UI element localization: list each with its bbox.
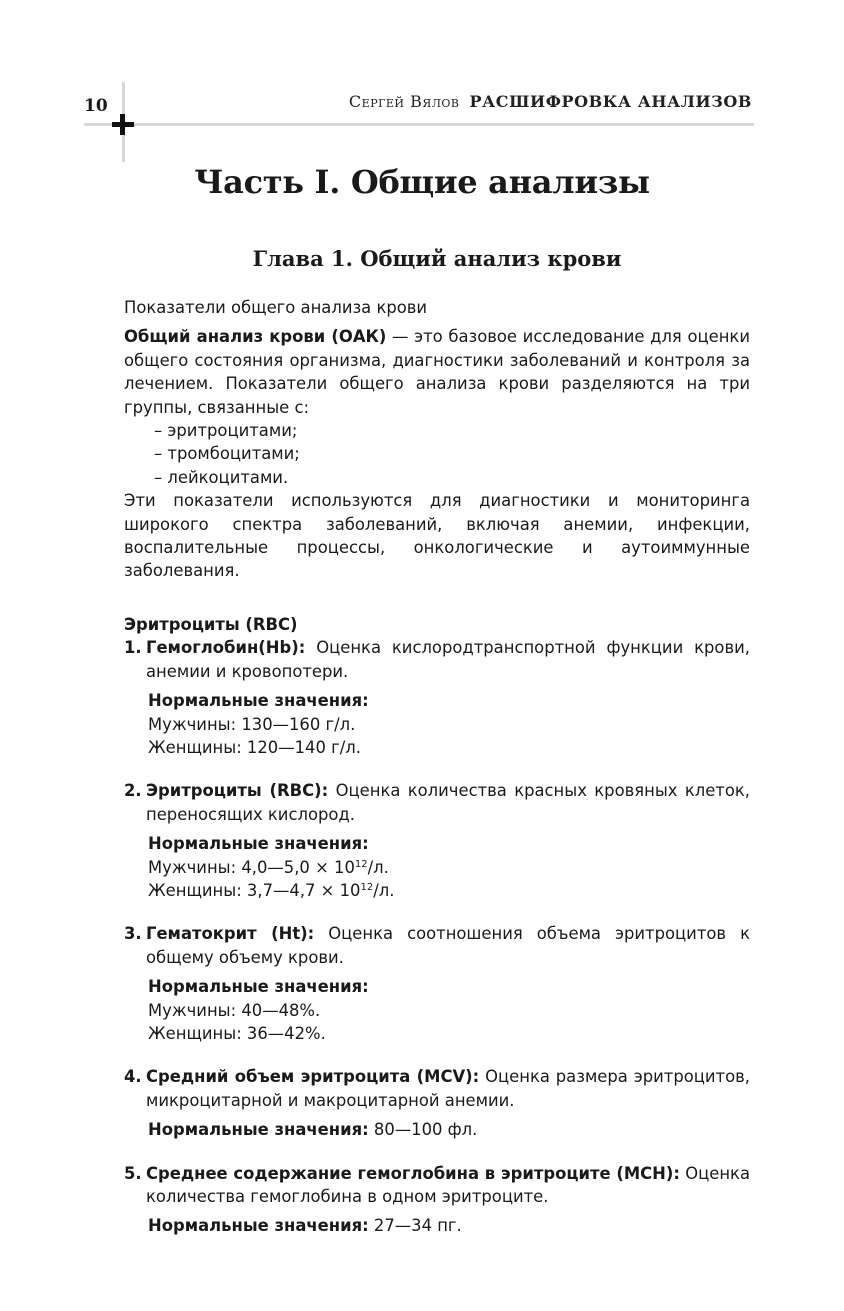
normal-label: Нормальные значения: <box>148 1120 369 1140</box>
item-term: Эритроциты (RBC): <box>146 781 329 801</box>
normal-values <box>124 1214 750 1237</box>
header-horizontal-rule <box>84 123 754 126</box>
item-desc: Оценка соотношения объема эритроцитов к общему объему крови. <box>146 924 750 967</box>
item-description <box>146 636 750 683</box>
exponent: 12 <box>354 858 368 870</box>
list-item <box>124 1162 750 1209</box>
intro-paragraph <box>124 325 750 419</box>
normal-men: Мужчины: 130—160 г/л. <box>148 714 356 734</box>
normal-men: Мужчины: 4,0—5,0 × $10^{12}/л$. <box>148 857 389 877</box>
group-item: – тромбоцитами; <box>154 444 300 464</box>
item-description <box>146 779 750 826</box>
item-number: 2. <box>124 781 142 801</box>
item-number: 5. <box>124 1163 142 1183</box>
normal-women: Женщины: 120—140 г/л. <box>148 737 361 757</box>
normal-values <box>124 1118 750 1141</box>
part-title: Часть I. Общие анализы <box>194 163 650 201</box>
item-description <box>146 1065 750 1112</box>
section-heading: Эритроциты (RBC) <box>124 614 298 634</box>
group-item: – эритроцитами; <box>154 421 298 441</box>
item-description <box>146 922 750 969</box>
running-head <box>349 92 752 111</box>
item-term: Гематокрит (Ht): <box>146 924 315 944</box>
item-term: Гемоглобин(Hb): <box>146 638 306 658</box>
normal-label: Нормальные значения: <box>148 977 369 997</box>
intro-lead-term: Общий анализ крови (ОАК) <box>124 327 387 347</box>
list-item <box>124 1065 750 1112</box>
intro-summary: Эти показатели используются для диагностики и мониторинга широкого спектра заболеваний, включая анемии, инфекции, воспалительные процессы, онкологические и аутоиммунные заболевания. <box>124 491 750 581</box>
intro-lead-text: — это базовое исследование для оценки общего состояния организма, диагностики заболеваний и контроля за лечением. Показатели общего анализа крови разделяются на три группы, связанные с: <box>124 327 750 417</box>
item-desc: Оценка количества гемоглобина в одном эритроците. <box>146 1163 750 1206</box>
list-item <box>124 922 750 969</box>
list-item <box>124 779 750 826</box>
item-term: Средний объем эритроцита (MCV): <box>146 1067 480 1087</box>
list-item <box>124 636 750 683</box>
item-desc: Оценка кислородтранспортной функции крови, анемии и кровопотери. <box>146 638 750 681</box>
item-description <box>146 1162 750 1209</box>
running-head-author: Сергей Вялов <box>348 92 460 111</box>
item-term: Среднее содержание гемоглобина в эритроците (MCH): <box>146 1163 680 1183</box>
page-number: 10 <box>84 96 108 116</box>
normal-label: Нормальные значения: <box>148 834 369 854</box>
exponent: 12 <box>360 881 374 893</box>
normal-men: Мужчины: 40—48%. <box>148 1000 321 1020</box>
chapter-title: Глава 1. Общий анализ крови <box>252 246 622 271</box>
normal-label: Нормальные значения: <box>148 1216 369 1236</box>
item-desc: Оценка количества красных кровяных клеток, переносящих кислород. <box>146 781 750 824</box>
item-number: 1. <box>124 638 142 658</box>
group-item: – лейкоцитами. <box>154 467 289 487</box>
normal-label: Нормальные значения: <box>148 691 369 711</box>
item-number: 3. <box>124 924 142 944</box>
normal-women: Женщины: 3,7—4,7 × $10^{12}/л$. <box>148 880 395 900</box>
running-head-title: РАСШИФРОВКА АНАЛИЗОВ <box>469 92 752 111</box>
intro-subtitle: Показатели общего анализа крови <box>124 298 428 317</box>
normal-women: Женщины: 36—42%. <box>148 1023 326 1043</box>
item-desc: Оценка размера эритроцитов, микроцитарной и макроцитарной анемии. <box>146 1067 750 1110</box>
normal-value: 80—100 фл. <box>368 1120 478 1140</box>
normal-value: 27—34 пг. <box>368 1216 462 1236</box>
page-content <box>124 296 750 1238</box>
item-number: 4. <box>124 1067 142 1087</box>
